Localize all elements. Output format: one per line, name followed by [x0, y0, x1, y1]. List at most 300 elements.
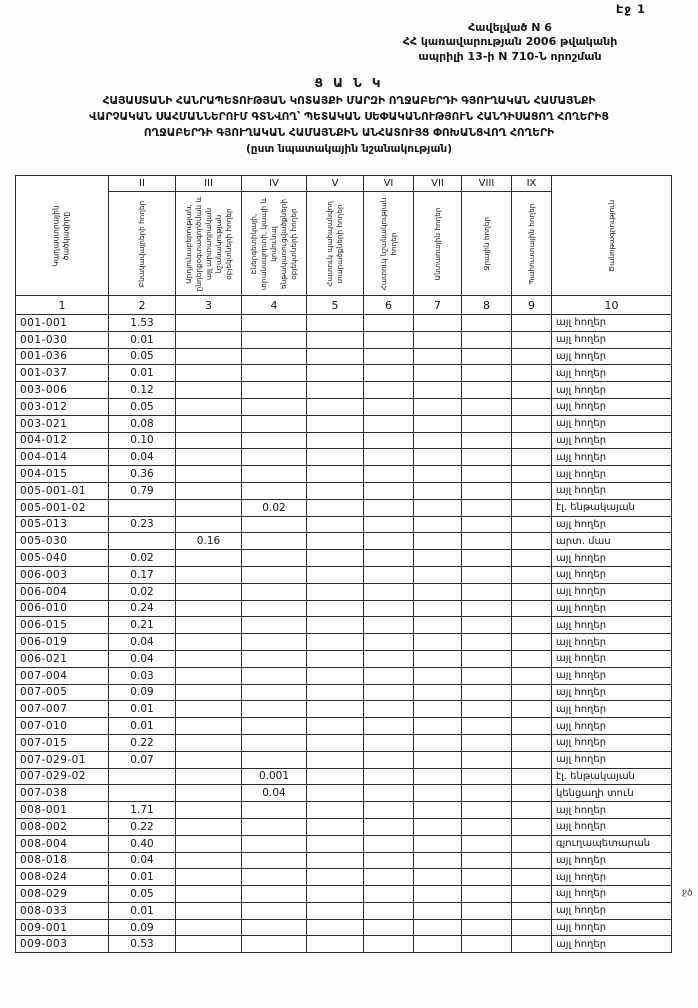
protected-lands-value — [307, 617, 364, 634]
special-purpose-lands-value — [364, 886, 414, 903]
water-lands-value — [462, 617, 512, 634]
industrial-lands-value — [176, 382, 242, 399]
infrastructure-lands-value — [242, 734, 307, 751]
infrastructure-lands-value — [242, 348, 307, 365]
table-row — [16, 432, 672, 449]
reserve-lands-value — [512, 919, 552, 936]
industrial-lands-value — [176, 886, 242, 903]
forest-lands-value — [414, 886, 462, 903]
special-purpose-lands-value — [364, 432, 414, 449]
settlement-lands-value: 0.24 — [109, 600, 176, 617]
reserve-lands-value — [512, 751, 552, 768]
header-settlement-lands: Բնակավայրերի հողեր — [109, 192, 176, 296]
infrastructure-lands-value — [242, 315, 307, 332]
table-row — [16, 852, 672, 869]
industrial-lands-value — [176, 634, 242, 651]
reserve-lands-value — [512, 852, 552, 869]
table-row — [16, 936, 672, 953]
note-cell: այլ հողեր — [552, 650, 672, 667]
settlement-lands-value: 0.04 — [109, 634, 176, 651]
protected-lands-value — [307, 331, 364, 348]
settlement-lands-value — [109, 785, 176, 802]
note-cell: այլ հողեր — [552, 449, 672, 466]
special-purpose-lands-value — [364, 533, 414, 550]
col-number-9: 9 — [512, 296, 552, 315]
special-purpose-lands-value — [364, 835, 414, 852]
infrastructure-lands-value — [242, 835, 307, 852]
note-cell: այլ հողեր — [552, 398, 672, 415]
note-cell: այլ հողեր — [552, 466, 672, 483]
settlement-lands-value: 0.79 — [109, 482, 176, 499]
infrastructure-lands-value — [242, 634, 307, 651]
reserve-lands-value — [512, 550, 552, 567]
title-line-3: ՈՂՋԱԲԵՐԴԻ ԳՅՈՒՂԱԿԱՆ ՀԱՄԱՅՆՔԻՆ ԱՆՀԱՏՈՒՅՑ ՓՈԽԱՆՑՎՈՂ ՀՈՂԵՐԻ — [143, 126, 555, 139]
table-row — [16, 365, 672, 382]
table-row — [16, 869, 672, 886]
protected-lands-value — [307, 818, 364, 835]
protected-lands-value — [307, 852, 364, 869]
infrastructure-lands-value — [242, 869, 307, 886]
forest-lands-value — [414, 449, 462, 466]
table-row — [16, 583, 672, 600]
industrial-lands-value — [176, 734, 242, 751]
cadastral-code-label: Կադաստրային ծածկագիրը — [51, 204, 71, 267]
water-lands-value — [462, 583, 512, 600]
forest-lands-value — [414, 919, 462, 936]
note-cell: այլ հողեր — [552, 936, 672, 953]
protected-lands-value — [307, 482, 364, 499]
settlement-lands-value: 0.05 — [109, 348, 176, 365]
infrastructure-lands-value — [242, 852, 307, 869]
reserve-lands-value — [512, 482, 552, 499]
header-reserve-lands: Պահուստային հողեր — [512, 192, 552, 296]
cadastral-code-cell: 006-021 — [16, 650, 109, 667]
cadastral-code-cell: 005-040 — [16, 550, 109, 567]
forest-lands-value — [414, 466, 462, 483]
cadastral-code-cell: 008-033 — [16, 902, 109, 919]
infrastructure-lands-value — [242, 617, 307, 634]
protected-lands-value — [307, 634, 364, 651]
water-lands-value — [462, 852, 512, 869]
forest-lands-value — [414, 348, 462, 365]
cadastral-code-cell: 008-029 — [16, 886, 109, 903]
protected-lands-value — [307, 768, 364, 785]
reserve-lands-value — [512, 818, 552, 835]
note-cell: այլ հողեր — [552, 751, 672, 768]
infrastructure-lands-value — [242, 886, 307, 903]
infrastructure-lands-value — [242, 466, 307, 483]
forest-lands-value — [414, 751, 462, 768]
note-cell: այլ հողեր — [552, 415, 672, 432]
cadastral-code-cell: 008-024 — [16, 869, 109, 886]
note-cell: այլ հողեր — [552, 852, 672, 869]
special-purpose-lands-value — [364, 365, 414, 382]
industrial-lands-value — [176, 432, 242, 449]
reserve-lands-value — [512, 516, 552, 533]
reserve-lands-value — [512, 869, 552, 886]
forest-lands-value — [414, 499, 462, 516]
protected-lands-value — [307, 348, 364, 365]
special-purpose-lands-value — [364, 818, 414, 835]
cadastral-code-cell: 006-003 — [16, 566, 109, 583]
table-row — [16, 482, 672, 499]
cadastral-code-cell: 007-007 — [16, 701, 109, 718]
note-cell: այլ հողեր — [552, 516, 672, 533]
infrastructure-lands-value — [242, 398, 307, 415]
note-cell: այլ հողեր — [552, 482, 672, 499]
protected-lands-value — [307, 902, 364, 919]
reserve-lands-value — [512, 835, 552, 852]
note-cell: այլ հողեր — [552, 718, 672, 735]
note-cell: գյուղապետարան — [552, 835, 672, 852]
settlement-lands-value — [109, 768, 176, 785]
industrial-lands-value — [176, 566, 242, 583]
infrastructure-lands-value — [242, 482, 307, 499]
forest-lands-value — [414, 835, 462, 852]
table-row — [16, 499, 672, 516]
cadastral-code-cell: 008-001 — [16, 802, 109, 819]
special-purpose-lands-value — [364, 936, 414, 953]
water-lands-value — [462, 482, 512, 499]
cadastral-code-cell: 008-018 — [16, 852, 109, 869]
water-lands-value — [462, 785, 512, 802]
industrial-lands-value — [176, 684, 242, 701]
forest-lands-value — [414, 550, 462, 567]
settlement-lands-value: 0.10 — [109, 432, 176, 449]
settlement-lands-value: 0.36 — [109, 466, 176, 483]
table-row — [16, 449, 672, 466]
note-cell: այլ հողեր — [552, 348, 672, 365]
cadastral-code-cell: 009-001 — [16, 919, 109, 936]
infrastructure-lands-value — [242, 919, 307, 936]
settlement-lands-value: 0.04 — [109, 449, 176, 466]
protected-lands-value — [307, 583, 364, 600]
note-cell: այլ հողեր — [552, 919, 672, 936]
table-row — [16, 398, 672, 415]
water-lands-value — [462, 382, 512, 399]
water-lands-value — [462, 768, 512, 785]
settlement-lands-value: 0.01 — [109, 365, 176, 382]
water-lands-value — [462, 936, 512, 953]
special-purpose-lands-value — [364, 869, 414, 886]
water-lands-value — [462, 650, 512, 667]
industrial-lands-value — [176, 768, 242, 785]
water-lands-value — [462, 499, 512, 516]
header-protected-lands: Հատուկ պահպանվող տարածքների հողեր — [307, 192, 364, 296]
protected-lands-value — [307, 516, 364, 533]
special-purpose-lands-value — [364, 617, 414, 634]
special-purpose-lands-value — [364, 802, 414, 819]
table-row — [16, 634, 672, 651]
header-water-lands: Ջրային հողեր — [462, 192, 512, 296]
settlement-lands-value: 0.08 — [109, 415, 176, 432]
settlement-lands-value: 0.23 — [109, 516, 176, 533]
special-purpose-lands-value — [364, 449, 414, 466]
cadastral-code-cell: 009-003 — [16, 936, 109, 953]
reserve-lands-value — [512, 583, 552, 600]
cadastral-code-cell: 003-006 — [16, 382, 109, 399]
note-cell: այլ հողեր — [552, 818, 672, 835]
table-row — [16, 902, 672, 919]
note-cell: այլ հողեր — [552, 667, 672, 684]
special-purpose-lands-value — [364, 785, 414, 802]
cadastral-code-cell: 005-013 — [16, 516, 109, 533]
special-purpose-lands-value — [364, 415, 414, 432]
protected-lands-value — [307, 315, 364, 332]
special-purpose-lands-value — [364, 499, 414, 516]
water-lands-value — [462, 600, 512, 617]
cadastral-code-cell: 005-001-02 — [16, 499, 109, 516]
table-row — [16, 802, 672, 819]
decree-government-line: ՀՀ կառավարության 2006 թվականի — [402, 35, 618, 49]
table-row — [16, 768, 672, 785]
col-number-3: 3 — [176, 296, 242, 315]
protected-lands-value — [307, 919, 364, 936]
water-lands-value — [462, 331, 512, 348]
special-purpose-lands-value — [364, 902, 414, 919]
table-row — [16, 550, 672, 567]
table-row — [16, 684, 672, 701]
forest-lands-value — [414, 768, 462, 785]
industrial-lands-value — [176, 466, 242, 483]
forest-lands-value — [414, 684, 462, 701]
industrial-lands-value — [176, 785, 242, 802]
industrial-lands-value — [176, 718, 242, 735]
water-lands-value — [462, 869, 512, 886]
industrial-lands-value — [176, 835, 242, 852]
protected-lands-value — [307, 751, 364, 768]
table-row — [16, 667, 672, 684]
protected-lands-value — [307, 365, 364, 382]
industrial-lands-value: 0.16 — [176, 533, 242, 550]
settlement-lands-value: 0.05 — [109, 886, 176, 903]
special-purpose-lands-value — [364, 583, 414, 600]
reserve-lands-value — [512, 650, 552, 667]
infrastructure-lands-value: 0.001 — [242, 768, 307, 785]
special-purpose-lands-value — [364, 550, 414, 567]
cadastral-code-cell: 007-004 — [16, 667, 109, 684]
settlement-lands-value: 0.01 — [109, 701, 176, 718]
col-number-4: 4 — [242, 296, 307, 315]
roman-V: V — [307, 176, 364, 192]
land-parcels-table — [15, 175, 672, 953]
roman-VII: VII — [414, 176, 462, 192]
header-special-purpose-lands: Հատուկ նշանակության հողեր — [364, 192, 414, 296]
note-cell: այլ հողեր — [552, 432, 672, 449]
table-row — [16, 751, 672, 768]
protected-lands-value — [307, 802, 364, 819]
infrastructure-lands-value — [242, 600, 307, 617]
water-lands-value — [462, 718, 512, 735]
forest-lands-value — [414, 432, 462, 449]
infrastructure-lands-value — [242, 415, 307, 432]
cadastral-code-cell: 007-038 — [16, 785, 109, 802]
industrial-lands-value — [176, 315, 242, 332]
table-row — [16, 566, 672, 583]
settlement-lands-value: 0.12 — [109, 382, 176, 399]
cadastral-code-cell: 006-010 — [16, 600, 109, 617]
settlement-lands-value: 0.01 — [109, 331, 176, 348]
forest-lands-value — [414, 415, 462, 432]
header-number-row — [16, 296, 672, 315]
settlement-lands-value: 0.01 — [109, 718, 176, 735]
special-purpose-lands-value — [364, 398, 414, 415]
water-lands-value — [462, 466, 512, 483]
settlement-lands-value: 0.04 — [109, 852, 176, 869]
settlement-lands-value: 1.71 — [109, 802, 176, 819]
special-purpose-lands-value — [364, 382, 414, 399]
forest-lands-value — [414, 566, 462, 583]
note-cell: այլ հողեր — [552, 382, 672, 399]
settlement-lands-value: 0.17 — [109, 566, 176, 583]
industrial-lands-value — [176, 751, 242, 768]
reserve-lands-value — [512, 902, 552, 919]
cadastral-code-cell: 007-015 — [16, 734, 109, 751]
forest-lands-value — [414, 734, 462, 751]
roman-III: III — [176, 176, 242, 192]
note-cell: այլ հողեր — [552, 365, 672, 382]
roman-IV: IV — [242, 176, 307, 192]
forest-lands-value — [414, 785, 462, 802]
water-lands-value — [462, 802, 512, 819]
roman-IX: IX — [512, 176, 552, 192]
industrial-lands-value — [176, 449, 242, 466]
cadastral-code-cell: 005-001-01 — [16, 482, 109, 499]
title-subtitle: (ըստ նպատակային նշանակության) — [245, 142, 453, 155]
protected-lands-value — [307, 449, 364, 466]
cadastral-code-cell: 006-019 — [16, 634, 109, 651]
table-body — [16, 315, 672, 953]
special-purpose-lands-value — [364, 768, 414, 785]
water-lands-value — [462, 348, 512, 365]
water-lands-value — [462, 516, 512, 533]
note-cell: այլ հողեր — [552, 802, 672, 819]
infrastructure-lands-value — [242, 566, 307, 583]
note-cell: այլ հողեր — [552, 634, 672, 651]
forest-lands-value — [414, 583, 462, 600]
cadastral-code-cell: 005-030 — [16, 533, 109, 550]
reserve-lands-value — [512, 718, 552, 735]
note-cell: այլ հողեր — [552, 902, 672, 919]
water-lands-value — [462, 919, 512, 936]
table-row — [16, 701, 672, 718]
note-cell: այլ հողեր — [552, 331, 672, 348]
water-lands-value — [462, 684, 512, 701]
industrial-lands-value — [176, 869, 242, 886]
note-cell: այլ հողեր — [552, 869, 672, 886]
cadastral-code-cell: 007-005 — [16, 684, 109, 701]
header-roman-row — [16, 176, 672, 192]
note-cell: այլ հողեր — [552, 684, 672, 701]
decree-header — [345, 21, 675, 64]
infrastructure-lands-value — [242, 802, 307, 819]
settlement-lands-value — [109, 533, 176, 550]
cadastral-code-cell: 007-029-02 — [16, 768, 109, 785]
col-number-7: 7 — [414, 296, 462, 315]
settlement-lands-value: 0.09 — [109, 684, 176, 701]
water-lands-value — [462, 533, 512, 550]
special-purpose-lands-value — [364, 667, 414, 684]
industrial-lands-value — [176, 365, 242, 382]
water-lands-value — [462, 315, 512, 332]
col-number-2: 2 — [109, 296, 176, 315]
infrastructure-lands-value — [242, 667, 307, 684]
settlement-lands-value: 0.03 — [109, 667, 176, 684]
reserve-lands-value — [512, 886, 552, 903]
settlement-lands-value: 0.05 — [109, 398, 176, 415]
settlement-lands-value: 0.22 — [109, 818, 176, 835]
title-line-1: ՀԱՅԱՍՏԱՆԻ ՀԱՆՐԱՊԵՏՈՒԹՅԱՆ ԿՈՏԱՅՔԻ ՄԱՐԶԻ ՈՂՋԱԲԵՐԴԻ ԳՅՈՒՂԱԿԱՆ ՀԱՄԱՅՆՔԻ — [102, 95, 596, 107]
col-number-10: 10 — [552, 296, 672, 315]
infrastructure-lands-value — [242, 718, 307, 735]
forest-lands-value — [414, 802, 462, 819]
table-row — [16, 617, 672, 634]
roman-VI: VI — [364, 176, 414, 192]
protected-lands-value — [307, 785, 364, 802]
water-lands-value — [462, 449, 512, 466]
note-cell: արտ. մաս — [552, 533, 672, 550]
settlement-lands-value: 0.22 — [109, 734, 176, 751]
cadastral-code-cell: 001-036 — [16, 348, 109, 365]
special-purpose-lands-value — [364, 718, 414, 735]
special-purpose-lands-value — [364, 751, 414, 768]
industrial-lands-value — [176, 499, 242, 516]
settlement-lands-value: 0.01 — [109, 869, 176, 886]
industrial-lands-value — [176, 667, 242, 684]
col-number-6: 6 — [364, 296, 414, 315]
special-purpose-lands-value — [364, 650, 414, 667]
forest-lands-value — [414, 482, 462, 499]
settlement-lands-value: 0.21 — [109, 617, 176, 634]
infrastructure-lands-value — [242, 701, 307, 718]
handwritten-margin-mark: ջծ — [681, 887, 694, 899]
header-note — [552, 176, 672, 296]
reserve-lands-value — [512, 667, 552, 684]
settlement-lands-value: 0.04 — [109, 650, 176, 667]
note-cell: այլ հողեր — [552, 315, 672, 332]
col-number-8: 8 — [462, 296, 512, 315]
note-cell: այլ հողեր — [552, 600, 672, 617]
protected-lands-value — [307, 869, 364, 886]
forest-lands-value — [414, 398, 462, 415]
industrial-lands-value — [176, 331, 242, 348]
table-row — [16, 835, 672, 852]
forest-lands-value — [414, 533, 462, 550]
industrial-lands-value — [176, 802, 242, 819]
special-purpose-lands-value — [364, 701, 414, 718]
industrial-lands-value — [176, 818, 242, 835]
water-lands-value — [462, 835, 512, 852]
industrial-lands-value — [176, 701, 242, 718]
industrial-lands-value — [176, 550, 242, 567]
note-cell: այլ հողեր — [552, 701, 672, 718]
reserve-lands-value — [512, 566, 552, 583]
infrastructure-lands-value — [242, 382, 307, 399]
forest-lands-value — [414, 365, 462, 382]
note-cell: այլ հողեր — [552, 886, 672, 903]
infrastructure-lands-value — [242, 902, 307, 919]
water-lands-value — [462, 902, 512, 919]
industrial-lands-value — [176, 936, 242, 953]
reserve-lands-value — [512, 936, 552, 953]
special-purpose-lands-value — [364, 734, 414, 751]
table-row — [16, 516, 672, 533]
forest-lands-value — [414, 869, 462, 886]
industrial-lands-value — [176, 398, 242, 415]
industrial-lands-value — [176, 583, 242, 600]
forest-lands-value — [414, 852, 462, 869]
decree-annex-line: Հավելված N 6 — [468, 21, 552, 34]
